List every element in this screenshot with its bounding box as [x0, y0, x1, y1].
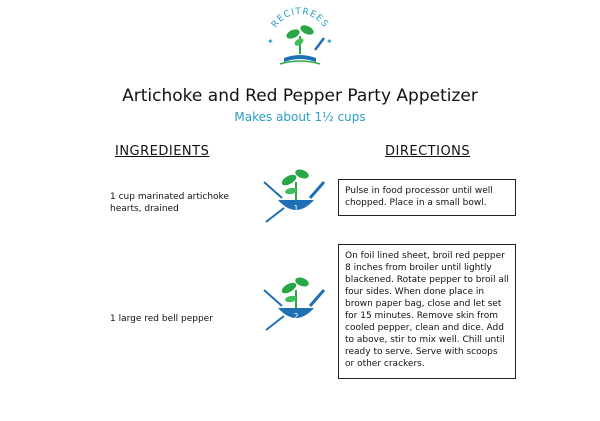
step-2-icon: [258, 268, 334, 338]
svg-text:✦: ✦: [326, 37, 333, 46]
ingredient-2: 1 large red bell pepper: [110, 314, 213, 324]
svg-text:RECITREES: [270, 7, 330, 30]
step-1-number: 1: [293, 204, 299, 213]
step-2-number: 2: [293, 312, 299, 321]
ingredient-1: 1 cup marinated artichoke hearts, drained: [110, 192, 229, 214]
logo-text: RECITREES: [269, 6, 331, 30]
svg-text:✦: ✦: [267, 37, 274, 46]
recipe-yield: Makes about 1½ cups: [234, 110, 366, 124]
direction-2: On foil lined sheet, broil red pepper 8 inches from broiler until lightly blackened. Rotate pepper to broil all four sides. When done place in brown paper bag, close and let set for 15 minutes. Remove skin from cooled pepper, clean and dice. Add to above, stir to mix well. Chill until ready to serve. Serve with scoops or other crackers.: [338, 244, 516, 379]
direction-1: Pulse in food processor until well chopped. Place in a small bowl.: [338, 179, 516, 216]
directions-header: DIRECTIONS: [385, 144, 471, 159]
recitrees-logo: [258, 6, 342, 72]
step-1-icon: [258, 160, 334, 230]
ingredients-header: INGREDIENTS: [115, 144, 210, 159]
recipe-title: Artichoke and Red Pepper Party Appetizer: [122, 86, 478, 106]
